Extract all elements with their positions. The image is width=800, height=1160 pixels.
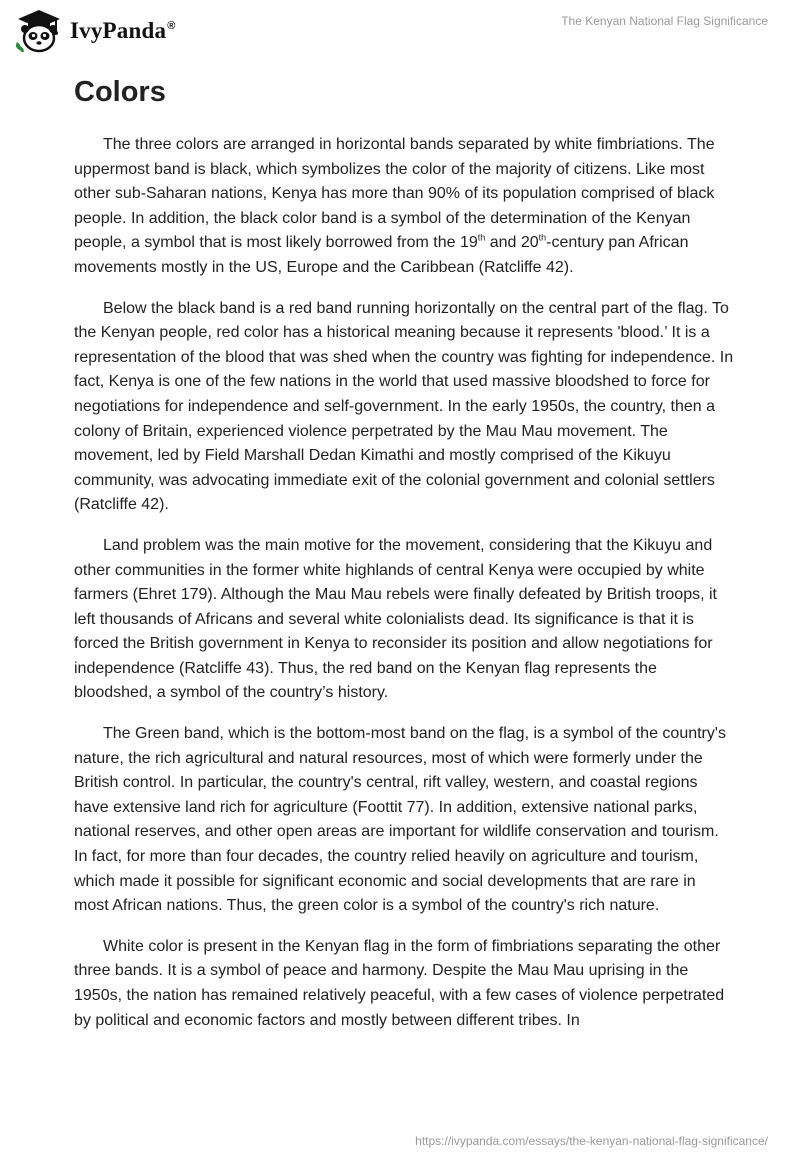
paragraph-land-problem: Land problem was the main motive for the movement, considering that the Kikuyu and other communities in the former white highlands of central Kenya were occupied by white farmers (Ehret 179). Although the Mau Mau rebels were finally defeated by British troops, it left thousands of Africans and several white colonialists dead. Its significance is that it is forced the British government in Kenya to reconsider its position and allow negotiations for independence (Ratcliffe 43). Thus, the red band on the Kenyan flag represents the bloodshed, a symbol of the country’s history.	[74, 536, 717, 702]
section-heading: Colors	[74, 76, 166, 108]
paragraph-red-band: Below the black band is a red band running horizontally on the central part of the flag. To the Kenyan people, red color has a historical meaning because it represents 'blood.’ It is a representation of the blood that was shed when the country was fighting for independence. In fact, Kenya is one of the few nations in the world that used massive bloodshed to force for negotiations for independence and self-government. In the early 1950s, the country, then a colony of Britain, experienced violence perpetrated by the Mau Mau movement. The movement, led by Field Marshall Dedan Kimathi and mostly comprised of the Kikuyu community, was advocating immediate exit of the colonial government and colonial settlers (Ratcliffe 42).	[74, 299, 734, 514]
page-header	[0, 0, 800, 62]
paragraph-green-band: The Green band, which is the bottom-most band on the flag, is a symbol of the country's nature, the rich agricultural and natural resources, most of which were formerly under the British control. In particular, the country's central, rift valley, western, and coastal regions have extensive land rich for agriculture (Foottit 77). In addition, extensive national parks, national reserves, and other open areas are important for wildlife conservation and tourism. In fact, for more than four decades, the country relied heavily on agriculture and tourism, which made it possible for significant economic and social developments that are rare in most African nations. Thus, the green color is a symbol of the country's rich nature.	[74, 725, 726, 915]
paragraph-white-fimbriations: White color is present in the Kenyan flag in the form of fimbriations separating the other three bands. It is a symbol of peace and harmony. Despite the Mau Mau uprising in the 1950s, the nation has remained relatively peaceful, with a few cases of violence perpetrated by political and economic factors and mostly between different tribes. In	[74, 937, 725, 1029]
document-title: The Kenyan National Flag Significance	[561, 14, 768, 28]
source-url-link[interactable]: https://ivypanda.com/essays/the-kenyan-national-flag-significance/	[415, 1134, 768, 1148]
paragraph-black-band: The three colors are arranged in horizontal bands separated by white fimbriations. The uppermost band is black, which symbolizes the color of the majority of citizens. Like most other sub-Saharan nations, Kenya has more than 90% of its population comprised of black people. In addition, the black color band is a symbol of the determination of the Kenyan people, a symbol that is most likely borrowed from the 19th and 20th-century pan African movements mostly in the US, Europe and the Caribbean (Ratcliffe 42).	[74, 136, 715, 276]
essay-content	[74, 70, 734, 1049]
panda-graduation-cap-icon	[14, 8, 64, 54]
brand-name: IvyPanda®	[70, 18, 176, 43]
registered-mark: ®	[167, 20, 176, 33]
ivypanda-logo[interactable]	[14, 8, 176, 54]
